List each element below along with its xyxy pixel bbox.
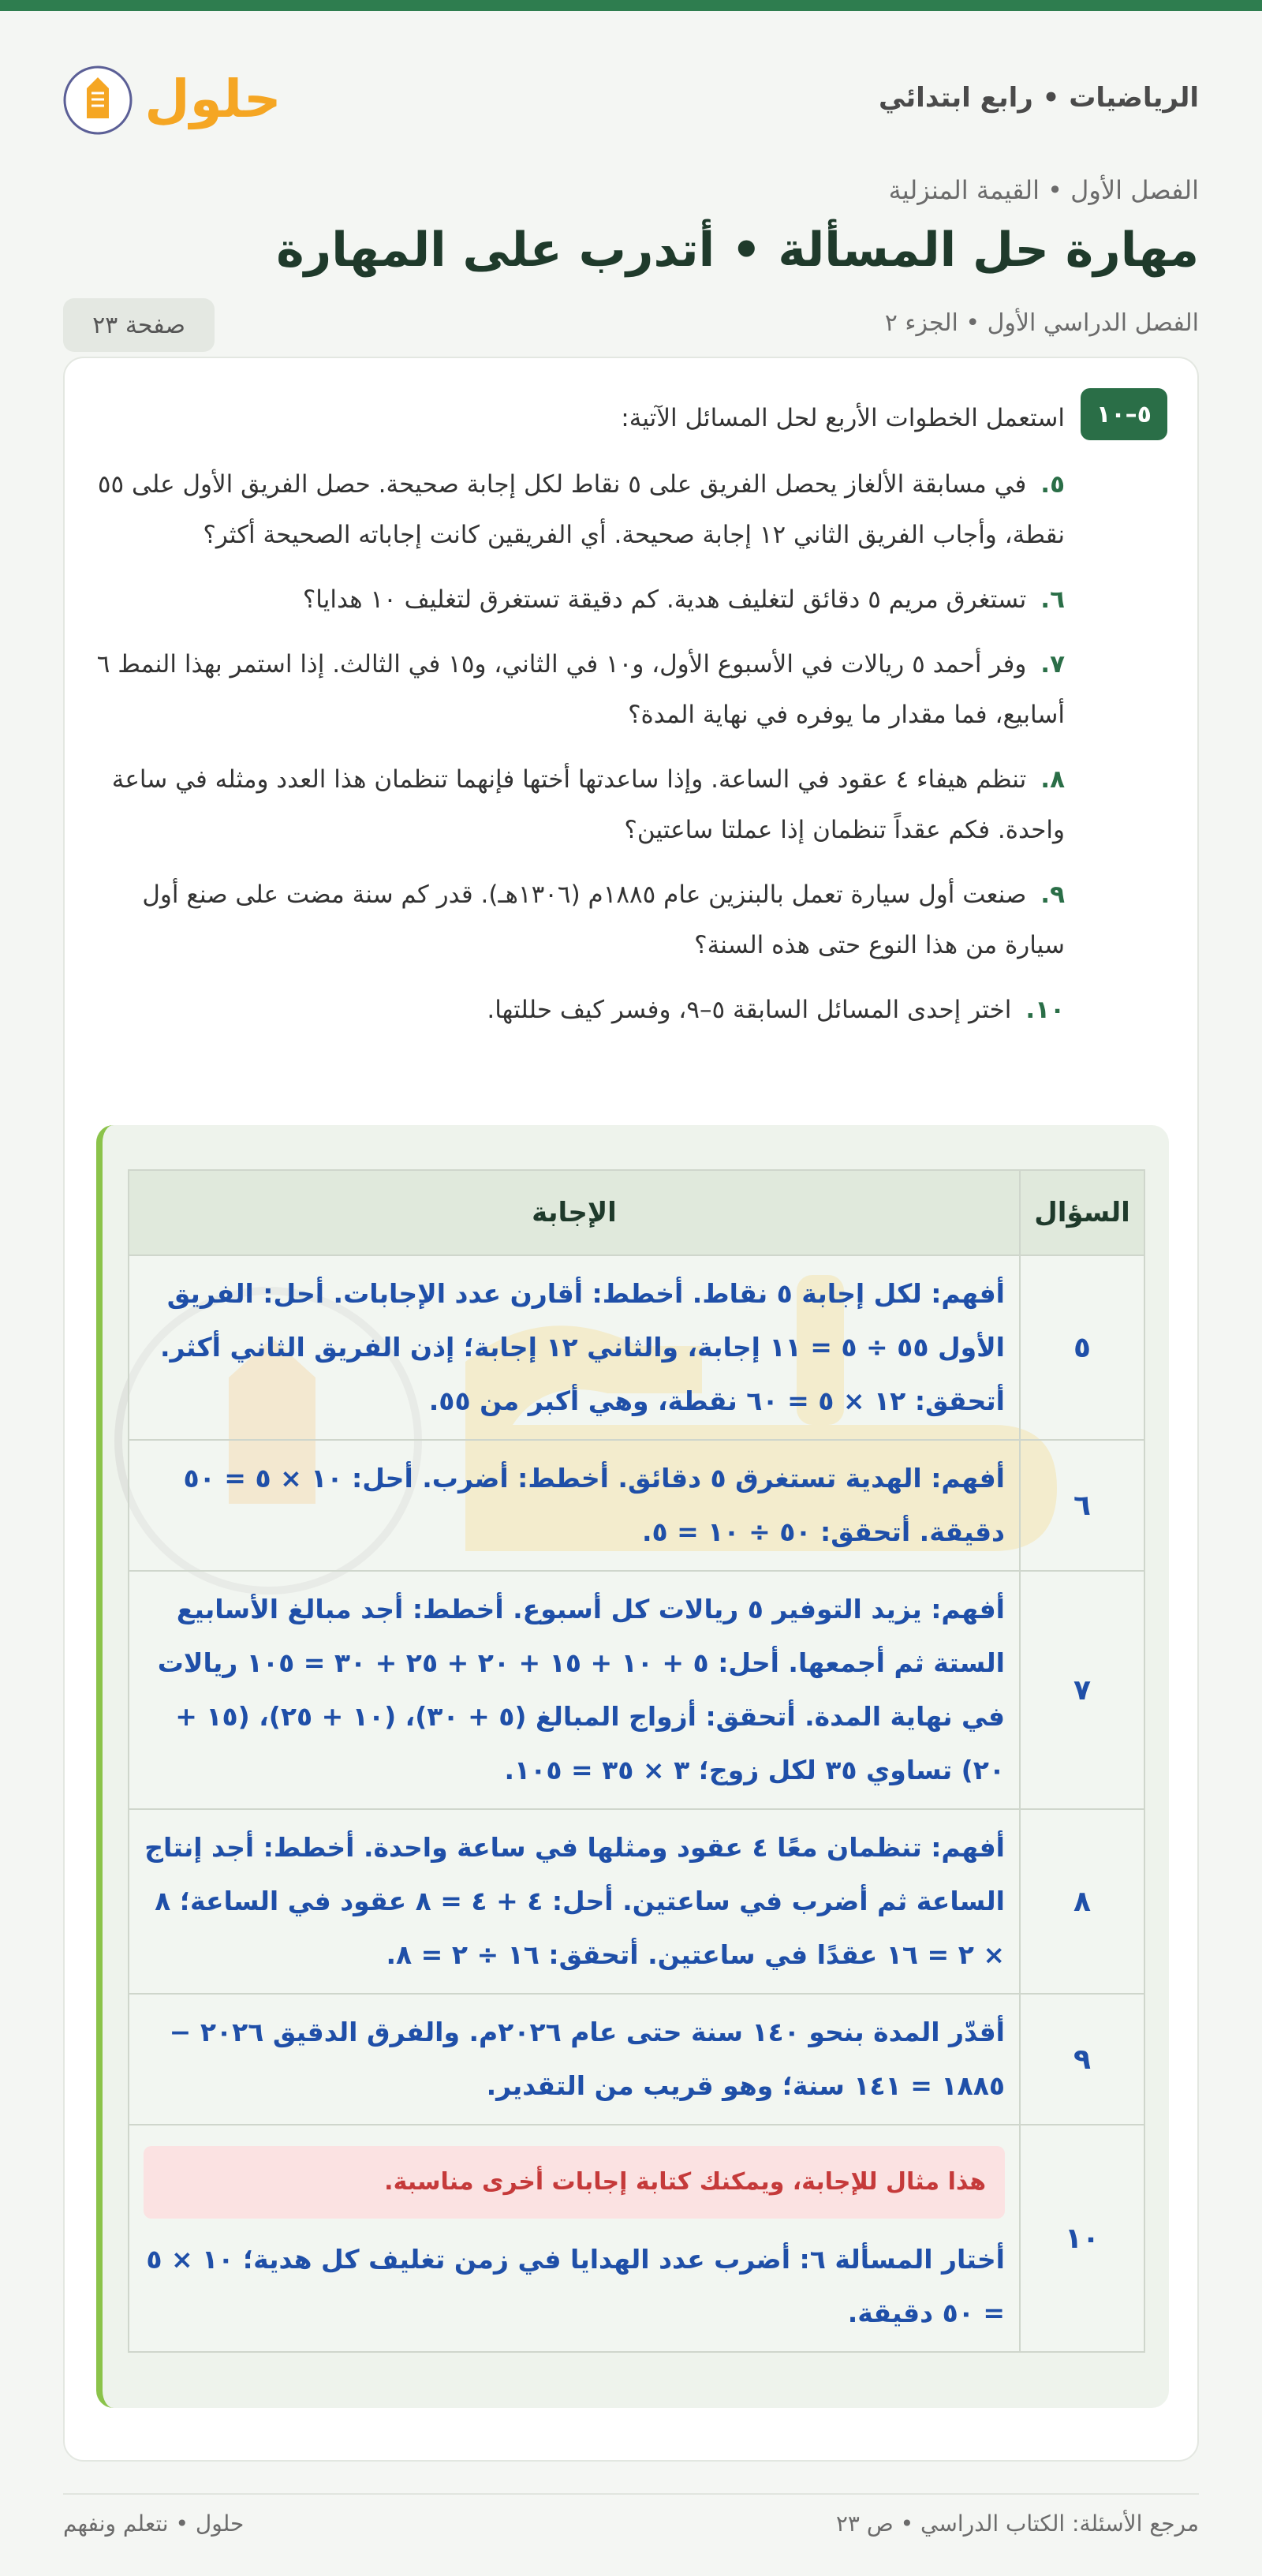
- row-answer: أقدّر المدة بنحو ١٤٠ سنة حتى عام ٢٠٢٦م. والفرق الدقيق ٢٠٢٦ − ١٨٨٥ = ١٤١ سنة؛ وهو قريب من التقدير.: [129, 1994, 1020, 2125]
- logo-graphic: [63, 55, 292, 142]
- question-number: ٦.: [1040, 585, 1065, 614]
- question-item: [95, 639, 1065, 740]
- page-header: [63, 55, 1199, 142]
- row-question-number: ١٠: [1020, 2125, 1144, 2352]
- question-list: [95, 398, 1065, 1049]
- question-number: ٧.: [1040, 650, 1065, 679]
- question-number: ٥.: [1040, 470, 1065, 499]
- table-header-row: [129, 1170, 1144, 1255]
- row-question-number: ٨: [1020, 1809, 1144, 1994]
- question-number: ١٠.: [1025, 996, 1065, 1024]
- question-text: تنظم هيفاء ٤ عقود في الساعة. وإذا ساعدتها أختها فإنهما تنظمان هذا العدد ومثله في ساعة واحدة. فكم عقداً تنظمان إذا عملتا ساعتين؟: [111, 765, 1065, 844]
- question-text: اختر إحدى المسائل السابقة ٥–٩، وفسر كيف حللتها.: [487, 996, 1012, 1024]
- subject-label: الرياضيات • رابع ابتدائي: [879, 82, 1199, 114]
- top-accent-bar: [0, 0, 1262, 11]
- row-answer: أختار المسألة ٦: أضرب عدد الهدايا في زمن تغليف كل هدية؛ ١٠ × ٥ = ٥٠ دقيقة.: [146, 2244, 1005, 2328]
- row-answer: أفهم: يزيد التوفير ٥ ريالات كل أسبوع. أخطط: أجد مبالغ الأسابيع الستة ثم أجمعها. أحل: ٥ + ١٠ + ١٥ + ٢٠ + ٢٥ + ٣٠ = ١٠٥ ريالات في نهاية المدة. أتحقق: أزواج المبالغ (٥ + ٣٠)، (١٠ + ٢٥)، (١٥ + ٢٠) تساوي ٣٥ لكل زوج؛ ٣ × ٣٥ = ١٠٥.: [129, 1571, 1020, 1809]
- row-answer: أفهم: لكل إجابة ٥ نقاط. أخطط: أقارن عدد الإجابات. أحل: الفريق الأول ٥٥ ÷ ٥ = ١١ إجابة، والثاني ١٢ إجابة؛ إذن الفريق الثاني أكثر. أتحقق: ١٢ × ٥ = ٦٠ نقطة، وهي أكبر من ٥٥.: [129, 1255, 1020, 1440]
- instruction-text: استعمل الخطوات الأربع لحل المسائل الآتية:: [621, 404, 1065, 432]
- row-question-number: ٩: [1020, 1994, 1144, 2125]
- table-row: [129, 2125, 1144, 2352]
- page-number-badge: صفحة ٢٣: [63, 298, 215, 352]
- question-range-badge: ٥–١٠: [1081, 388, 1167, 440]
- question-number: ٩.: [1040, 880, 1065, 909]
- row-answer-cell: [129, 2125, 1020, 2352]
- question-text: صنعت أول سيارة تعمل بالبنزين عام ١٨٨٥م (١٣٠٦هـ). قدر كم سنة مضت على صنع أول سيارة من هذا النوع حتى هذه السنة؟: [142, 880, 1065, 959]
- footer-divider: [63, 2493, 1199, 2495]
- chapter-kicker: الفصل الأول • القيمة المنزلية: [888, 175, 1199, 205]
- example-note: هذا مثال للإجابة، ويمكنك كتابة إجابات أخرى مناسبة.: [144, 2146, 1005, 2219]
- row-question-number: ٦: [1020, 1440, 1144, 1571]
- question-item: [95, 459, 1065, 560]
- table-row: [129, 1994, 1144, 2125]
- question-number: ٨.: [1040, 765, 1065, 794]
- row-answer: أفهم: تنظمان معًا ٤ عقود ومثلها في ساعة واحدة. أخطط: أجد إنتاج الساعة ثم أضرب في ساعتين. أحل: ٤ + ٤ = ٨ عقود في الساعة؛ ٨ × ٢ = ١٦ عقدًا في ساعتين. أتحقق: ١٦ ÷ ٢ = ٨.: [129, 1809, 1020, 1994]
- footer-brand: حلول • نتعلم ونفهم: [63, 2511, 245, 2537]
- logo-wordmark: حلول: [144, 69, 282, 129]
- answers-table: [128, 1169, 1145, 2353]
- row-answer: أفهم: الهدية تستغرق ٥ دقائق. أخطط: أضرب. أحل: ١٠ × ٥ = ٥٠ دقيقة. أتحقق: ٥٠ ÷ ١٠ = ٥.: [129, 1440, 1020, 1571]
- question-text: تستغرق مريم ٥ دقائق لتغليف هدية. كم دقيقة تستغرق لتغليف ١٠ هدايا؟: [302, 585, 1027, 614]
- table-row: [129, 1440, 1144, 1571]
- row-question-number: ٥: [1020, 1255, 1144, 1440]
- column-header-question: السؤال: [1020, 1170, 1144, 1255]
- term-meta: الفصل الدراسي الأول • الجزء ٢: [884, 309, 1199, 337]
- page-title: مهارة حل المسألة • أتدرب على المهارة: [276, 222, 1199, 278]
- table-row: [129, 1255, 1144, 1440]
- hulul-logo[interactable]: [63, 55, 292, 142]
- footer-reference: مرجع الأسئلة: الكتاب الدراسي • ص ٢٣: [835, 2511, 1199, 2537]
- question-item: [95, 985, 1065, 1035]
- question-item: [95, 869, 1065, 970]
- table-row: [129, 1809, 1144, 1994]
- question-item: [95, 754, 1065, 855]
- exercise-card: [63, 357, 1199, 2462]
- table-row: [129, 1571, 1144, 1809]
- question-text: في مسابقة الألغاز يحصل الفريق على ٥ نقاط لكل إجابة صحيحة. حصل الفريق الأول على ٥٥ نقطة، وأجاب الفريق الثاني ١٢ إجابة صحيحة. أي الفريقين كانت إجاباته الصحيحة أكثر؟: [97, 470, 1065, 549]
- question-text: وفر أحمد ٥ ريالات في الأسبوع الأول، و١٠ في الثاني، و١٥ في الثالث. إذا استمر بهذا النمط ٦ أسابيع، فما مقدار ما يوفره في نهاية المدة؟: [96, 650, 1065, 729]
- answer-panel: [96, 1125, 1169, 2408]
- row-question-number: ٧: [1020, 1571, 1144, 1809]
- question-item: [95, 574, 1065, 625]
- column-header-answer: الإجابة: [129, 1170, 1020, 1255]
